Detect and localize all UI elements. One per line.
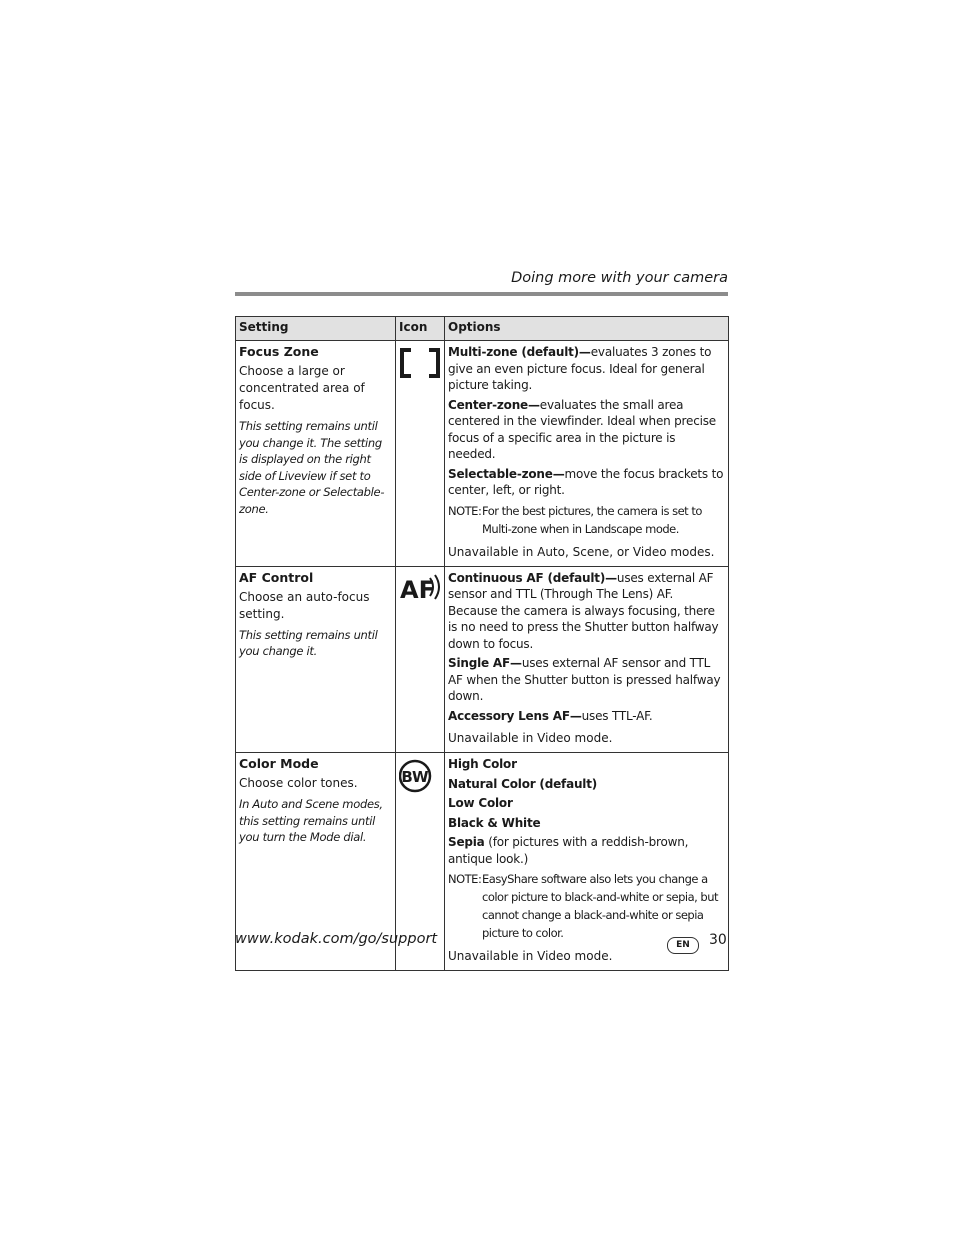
bw-icon-text: BW: [401, 768, 429, 786]
unavailable-text: Unavailable in Video mode.: [448, 731, 613, 745]
option-item: [448, 776, 725, 793]
footer-support-link[interactable]: www.kodak.com/go/support: [235, 931, 438, 947]
page-number: 30: [709, 932, 727, 948]
note-text: For the best pictures, the camera is set to Multi-zone when in Landscape mode.: [482, 503, 702, 536]
bw-color-mode-icon: [399, 759, 433, 793]
option-label: Natural Color (default): [448, 776, 598, 791]
options-cell: [445, 341, 729, 567]
table-header-row: [236, 317, 729, 341]
setting-cell: [236, 341, 396, 567]
column-header-setting: Setting: [236, 317, 396, 341]
option-item: [448, 344, 725, 394]
icon-cell: [396, 341, 445, 567]
note-text: EasyShare software also lets you change a color picture to black-and-white or sepia, but cannot change a black-and-white or sepia picture to color.: [482, 872, 719, 940]
focus-brackets-icon: [399, 347, 441, 379]
setting-description: Choose color tones.: [239, 776, 358, 790]
option-label: Multi-zone (default)—: [448, 345, 591, 359]
setting-note: In Auto and Scene modes, this setting remains until you turn the Mode dial.: [239, 797, 383, 844]
option-item: [448, 834, 725, 867]
option-text: (for pictures with a reddish-brown, antique look.): [448, 835, 689, 866]
options-note: [448, 870, 725, 942]
table-row-af-control: [236, 566, 729, 753]
language-badge: EN: [667, 937, 699, 954]
setting-name: Color Mode: [239, 756, 319, 771]
option-label: Single AF—: [448, 656, 522, 670]
option-item: [448, 708, 725, 725]
option-text: uses external AF sensor and TTL AF when the Shutter button is pressed halfway down.: [448, 656, 721, 703]
option-item: [448, 795, 725, 812]
option-item: [448, 397, 725, 463]
option-item: [448, 756, 725, 773]
options-note: [448, 502, 725, 538]
option-label: Black & White: [448, 815, 541, 830]
setting-cell: [236, 566, 396, 753]
setting-description: Choose an auto-focus setting.: [239, 589, 370, 621]
option-text: uses TTL-AF.: [581, 708, 653, 723]
option-item: [448, 466, 725, 499]
setting-name: Focus Zone: [239, 344, 319, 359]
setting-description: Choose a large or concentrated area of focus.: [239, 364, 365, 412]
af-icon-text: AF: [400, 575, 435, 603]
column-header-options: Options: [445, 317, 729, 341]
option-item: [448, 655, 725, 705]
option-text: move the focus brackets to center, left, or right.: [448, 466, 724, 497]
af-control-icon: [399, 573, 443, 603]
option-label: Selectable-zone—: [448, 466, 565, 481]
setting-note: This setting remains until you change it.: [239, 627, 378, 658]
option-item: [448, 570, 725, 653]
option-label: Center-zone—: [448, 397, 540, 412]
option-text: evaluates 3 zones to give an even picture focus. Ideal for general picture taking.: [448, 345, 712, 392]
column-header-icon: Icon: [396, 317, 445, 341]
options-cell: [445, 566, 729, 753]
settings-table: [235, 316, 729, 971]
note-label: NOTE:: [448, 503, 482, 518]
unavailable-text: Unavailable in Video mode.: [448, 949, 613, 963]
option-label: Continuous AF (default)—: [448, 570, 617, 585]
option-label: High Color: [448, 757, 517, 771]
header-rule: [235, 292, 728, 296]
option-label: Low Color: [448, 796, 513, 810]
option-item: [448, 815, 725, 832]
icon-cell: [396, 566, 445, 753]
option-label: Accessory Lens AF—: [448, 708, 582, 723]
option-text: uses external AF sensor and TTL (Through The Lens) AF. Because the camera is always focusing, there is no need to press the Shutter button halfway down to focus.: [448, 570, 719, 651]
option-label: Sepia: [448, 835, 485, 849]
table-row-focus-zone: [236, 341, 729, 567]
setting-name: AF Control: [239, 569, 314, 585]
option-text: evaluates the small area centered in the viewfinder. Ideal when precise focus of a specific area in the picture is needed.: [448, 397, 716, 461]
page-header-title: Doing more with your camera: [511, 270, 728, 286]
note-label: NOTE:: [448, 872, 482, 886]
unavailable-text: Unavailable in Auto, Scene, or Video modes.: [448, 544, 715, 559]
setting-note: This setting remains until you change it. The setting is displayed on the right side of Liveview if set to Center-zone or Selectable-zone.: [239, 419, 385, 516]
